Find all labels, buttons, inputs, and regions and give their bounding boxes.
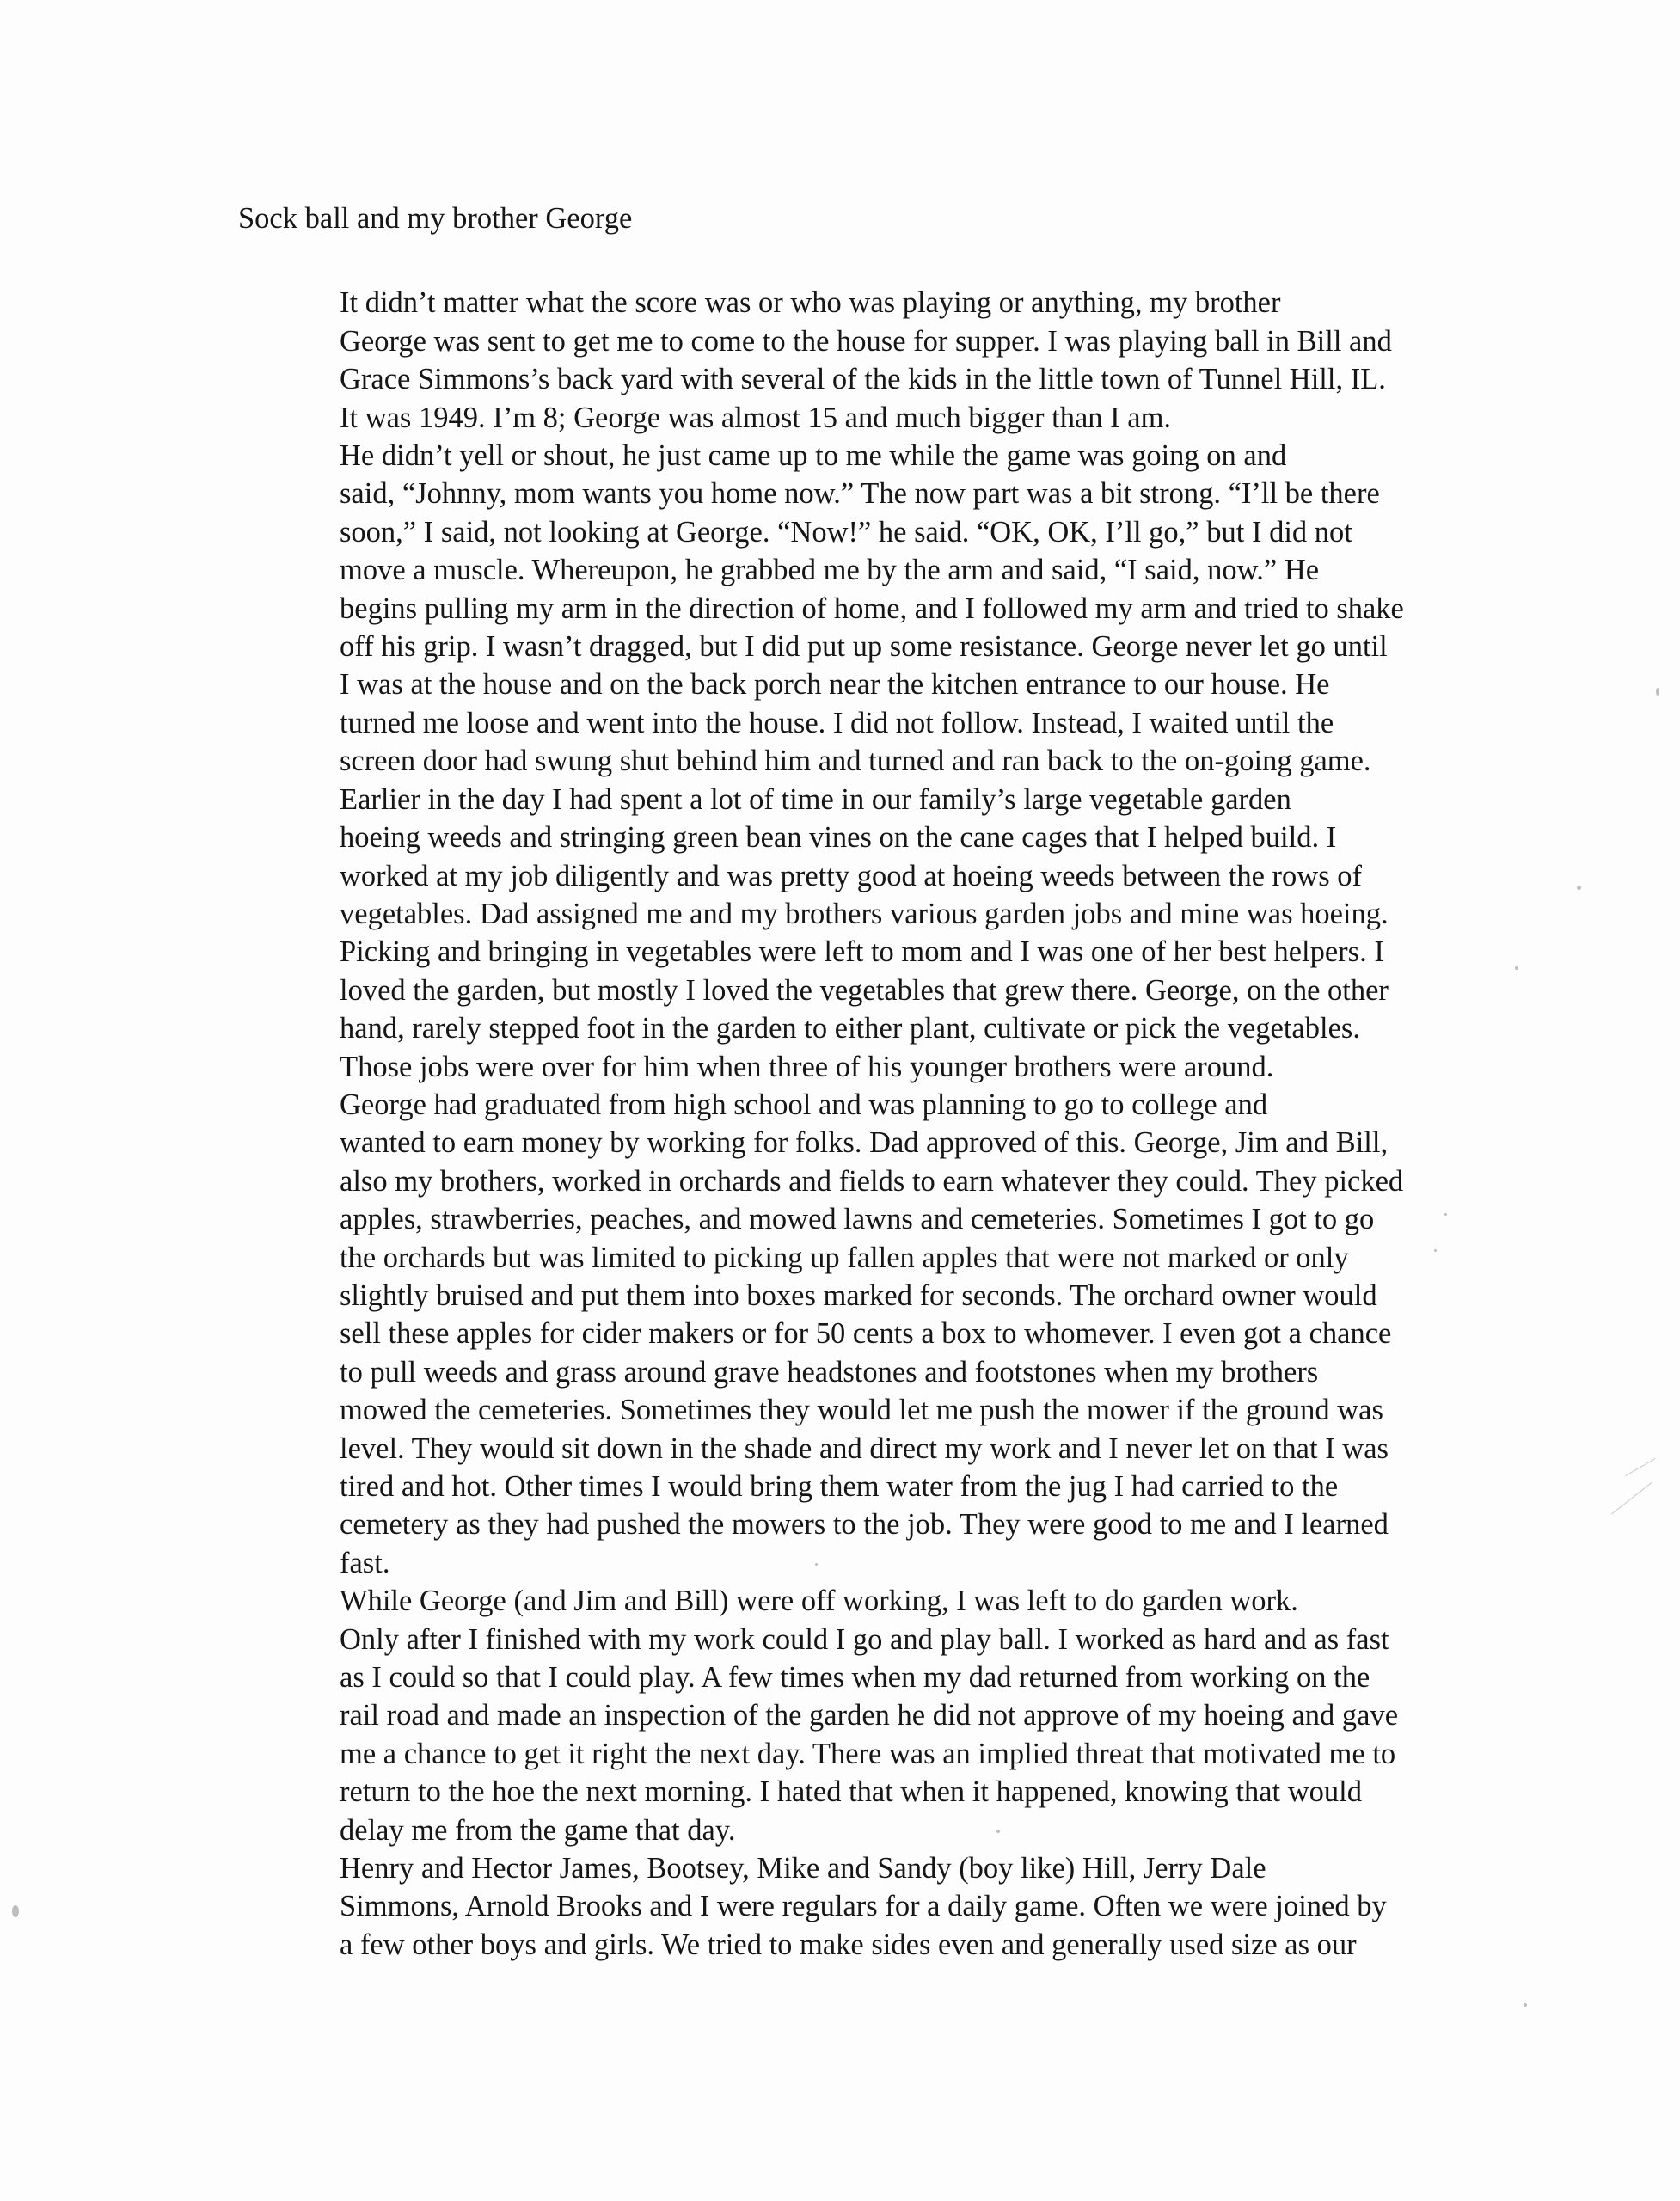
text-line: turned me loose and went into the house. I did not follow. Instead, I waited until the — [340, 706, 1334, 739]
text-line: hand, rarely stepped foot in the garden to either plant, cultivate or pick the vegetables. — [340, 1012, 1360, 1045]
text-line: me a chance to get it right the next day. There was an implied threat that motivated me to — [340, 1737, 1396, 1770]
document-body — [238, 199, 1459, 1964]
text-line: George was sent to get me to come to the house for supper. I was playing ball in Bill and — [340, 324, 1392, 358]
text-line: loved the garden, but mostly I loved the vegetables that grew there. George, on the other — [340, 973, 1389, 1007]
text-line: the orchards but was limited to picking up fallen apples that were not marked or only — [340, 1241, 1349, 1274]
text-line: Simmons, Arnold Brooks and I were regulars for a daily game. Often we were joined by — [340, 1890, 1387, 1923]
text-line: tired and hot. Other times I would bring them water from the jug I had carried to the — [340, 1470, 1339, 1503]
text-line: off his grip. I wasn’t dragged, but I did put up some resistance. George never let go until — [340, 630, 1388, 664]
paragraph — [238, 284, 1459, 437]
text-line: vegetables. Dad assigned me and my brothers various garden jobs and mine was hoeing. — [340, 897, 1389, 930]
text-line: move a muscle. Whereupon, he grabbed me by the arm and said, “I said, now.” He — [340, 554, 1320, 587]
text-line: screen door had swung shut behind him and turned and ran back to the on-going game. — [340, 745, 1371, 778]
text-line: delay me from the game that day. — [340, 1813, 736, 1847]
text-line: also my brothers, worked in orchards and fields to earn whatever they could. They picked — [340, 1164, 1404, 1198]
text-line: I was at the house and on the back porch near the kitchen entrance to our house. He — [340, 668, 1330, 702]
text-line: It didn’t matter what the score was or who was playing or anything, my brother — [340, 286, 1281, 320]
text-line: cemetery as they had pushed the mowers to the job. They were good to me and I learned — [340, 1508, 1389, 1542]
text-line: apples, strawberries, peaches, and mowed lawns and cemeteries. Sometimes I got to go — [340, 1203, 1375, 1236]
scan-speck — [1656, 688, 1659, 696]
text-line: a few other boys and girls. We tried to make sides even and generally used size as our — [340, 1928, 1357, 1961]
text-line: as I could so that I could play. A few times when my dad returned from working on the — [340, 1661, 1370, 1695]
text-line: sell these apples for cider makers or for 50 cents a box to whomever. I even got a chance — [340, 1317, 1392, 1351]
text-line: Picking and bringing in vegetables were left to mom and I was one of her best helpers. I — [340, 935, 1384, 969]
text-line: Earlier in the day I had spent a lot of time in our family’s large vegetable garden — [340, 782, 1291, 816]
text-line: George had graduated from high school and was planning to go to college and — [340, 1088, 1268, 1121]
text-line: Those jobs were over for him when three of his younger brothers were around. — [340, 1050, 1274, 1083]
scan-speck — [1515, 966, 1518, 970]
text-line: soon,” I said, not looking at George. “Now!” he said. “OK, OK, I’ll go,” but I did not — [340, 515, 1352, 549]
paragraph — [238, 1849, 1459, 1964]
paragraph — [238, 1086, 1459, 1582]
paragraph — [238, 437, 1459, 781]
text-line: begins pulling my arm in the direction of home, and I followed my arm and tried to shake — [340, 592, 1404, 625]
text-line: level. They would sit down in the shade and direct my work and I never let on that I was — [340, 1432, 1389, 1465]
text-line: Grace Simmons’s back yard with several of the kids in the little town of Tunnel Hill, IL. — [340, 363, 1386, 396]
scan-scratch — [1611, 1482, 1652, 1515]
scan-speck — [12, 1905, 19, 1917]
text-line: to pull weeds and grass around grave headstones and footstones when my brothers — [340, 1355, 1319, 1389]
paragraph — [238, 781, 1459, 1086]
text-line: He didn’t yell or shout, he just came up to me while the game was going on and — [340, 439, 1287, 473]
text-line: return to the hoe the next morning. I hated that when it happened, knowing that would — [340, 1775, 1363, 1809]
text-line: Only after I finished with my work could I go and play ball. I worked as hard and as fast — [340, 1622, 1389, 1656]
paragraph — [238, 1582, 1459, 1849]
text-line: said, “Johnny, mom wants you home now.” The now part was a bit strong. “I’ll be there — [340, 477, 1380, 511]
text-line: fast. — [340, 1546, 390, 1579]
text-line: worked at my job diligently and was pretty good at hoeing weeds between the rows of — [340, 859, 1363, 892]
document-title: Sock ball and my brother George — [238, 202, 633, 235]
text-line: It was 1949. I’m 8; George was almost 15 and much bigger than I am. — [340, 401, 1172, 434]
scan-speck — [1577, 886, 1581, 890]
text-line: mowed the cemeteries. Sometimes they would let me push the mower if the ground was — [340, 1394, 1383, 1427]
text-line: hoeing weeds and stringing green bean vines on the cane cages that I helped build. I — [340, 821, 1337, 855]
scan-scratch — [1625, 1458, 1655, 1476]
text-line: slightly bruised and put them into boxes marked for seconds. The orchard owner would — [340, 1278, 1377, 1312]
scan-speck — [1524, 2003, 1527, 2007]
text-line: rail road and made an inspection of the garden he did not approve of my hoeing and gave — [340, 1699, 1399, 1732]
text-line: wanted to earn money by working for folks. Dad approved of this. George, Jim and Bill, — [340, 1126, 1389, 1160]
text-line: While George (and Jim and Bill) were off working, I was left to do garden work. — [340, 1585, 1298, 1618]
text-line: Henry and Hector James, Bootsey, Mike and Sandy (boy like) Hill, Jerry Dale — [340, 1852, 1266, 1885]
